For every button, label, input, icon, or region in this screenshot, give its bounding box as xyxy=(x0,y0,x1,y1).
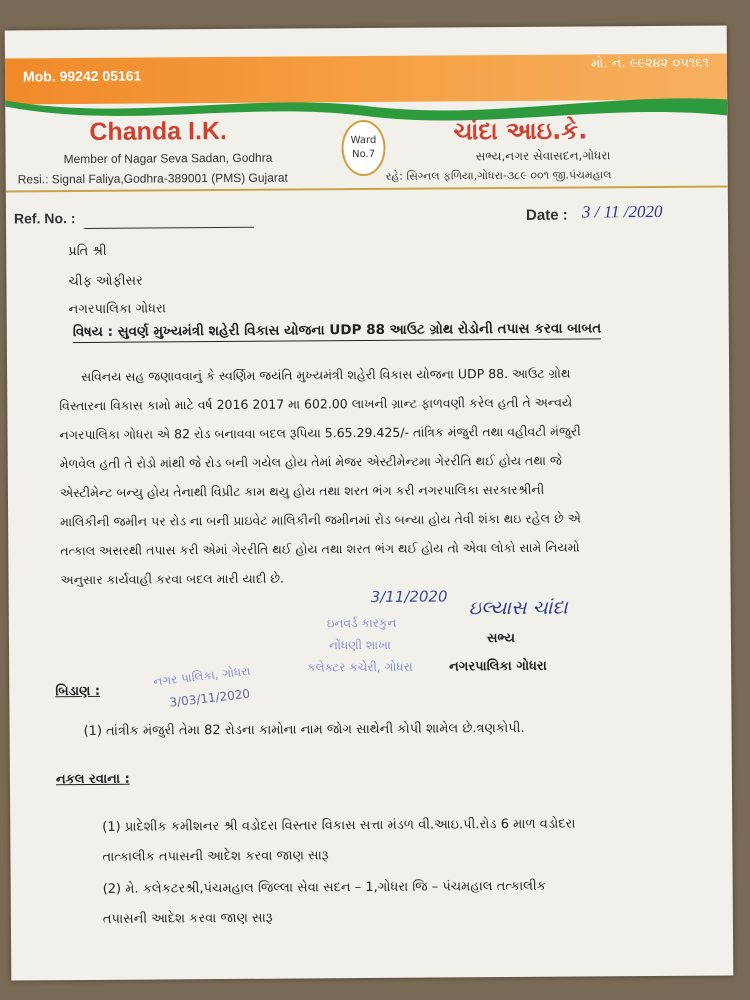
address-english: Resi.: Signal Faliya,Godhra-389001 (PMS) Gujarat xyxy=(17,170,288,187)
letter-body xyxy=(59,358,701,594)
body-line: અનુસાર કાર્યવાહી કરવા બદલ મારી યાદી છે. xyxy=(60,570,285,588)
stamp-inward-line-3: કલેક્ટર કચેરી, ગોધરા xyxy=(307,659,413,675)
copy-item-1-cont: તાત્કાલીક તપાસની આદેશ કરવા જાણ સારૂ xyxy=(102,848,329,865)
enclosure-item: (1) તાંત્રીક મંજુરી તેમા 82 રોડના કામોના નામ જોગ સાથેની કોપી શામેલ છે.ત્રણકોપી. xyxy=(83,720,525,739)
letter-paper xyxy=(5,25,734,980)
body-line: સવિનય સહ જણાવવાનું કે સ્વર્ણિમ જયંતિ મુખ્યમંત્રી શહેરી વિકાસ યોજના UDP 88. આઉટ ગ્રોથ xyxy=(81,365,571,385)
signature: ઇલ્યાસ ચાંદા xyxy=(468,596,568,620)
date-value: 3 / 11 /2020 xyxy=(581,201,663,222)
addressee-line-1: પ્રતિ શ્રી xyxy=(68,243,107,260)
designation-gujarati: સભ્ય,નગર સેવાસદન,ગોધરા xyxy=(475,148,611,164)
copy-item-1: (1) પ્રાદેશીક કમીશનર શ્રી વડોદરા વિસ્તાર વિકાસ સત્તા મંડળ વી.આઇ.પી.રોડ 6 માળ વડોદરા xyxy=(102,816,576,835)
copy-item-2-cont: તપાસની આદેશ કરવા જાણ સારૂ xyxy=(102,910,273,927)
addressee-line-3: નગરપાલિકા ગોધરા xyxy=(68,301,166,318)
letterhead-divider xyxy=(6,185,728,192)
date-label: Date : xyxy=(525,206,568,224)
ref-underline xyxy=(84,227,254,229)
designation-english: Member of Nagar Seva Sadan, Godhra xyxy=(63,150,273,167)
body-line: તત્કાલ અસરથી તપાસ કરી એમાં ગેરરીતિ થઈ હોય તથા શરત ભંગ થઈ હોય તો એવા લોકો સામે નિયમો xyxy=(60,539,580,559)
stamp-inward-date: 3/11/2020 xyxy=(370,587,448,606)
address-gujarati: રહે: સિગ્નલ ફળિયા,ગોધરા-૩૮૯ ૦૦૧ જી.પંચમહાલ xyxy=(385,168,612,183)
addressee-line-2: ચીફ ઓફીસર xyxy=(68,273,143,290)
mobile-number: Mob. 99242 05161 xyxy=(22,67,142,85)
name-english: Chanda I.K. xyxy=(89,116,228,146)
ward-badge xyxy=(341,120,385,176)
enclosure-label: બિડાણ : xyxy=(55,683,101,700)
ward-number: No.7 xyxy=(352,148,376,161)
copy-item-2: (2) મે. કલેકટરશ્રી,પંચમહાલ જિલ્લા સેવા સદન – 1,ગોધરા જિ – પંચમહાલ તત્કાલીક xyxy=(102,878,546,897)
body-line: એસ્ટીમેન્ટ બન્યુ હોય તેનાથી વિપ્રીટ કામ થયુ હોય તથા શરત ભંગ કરી નગરપાલિકા સરકારશ્રીની xyxy=(59,481,545,501)
mobile-number-gu: મો. નં. ૯૯૨૪૨ ૦૫૧૬૧ xyxy=(590,55,709,72)
name-gujarati: ચાંદા આઇ.કે. xyxy=(453,116,588,146)
stamp-inward-line-1: ઇનવર્ડ કારકુન xyxy=(326,615,397,631)
ref-label: Ref. No. : xyxy=(13,210,76,227)
copy-label: નકલ રવાના : xyxy=(55,771,130,788)
ward-label: Ward xyxy=(350,134,377,147)
sign-office: નગરપાલિકા ગોધરા xyxy=(449,658,547,675)
stamp-left-line-1: નગર પાલિકા, ગોધરા xyxy=(152,663,252,689)
sign-title: સભ્ય xyxy=(486,630,516,647)
subject-line: વિષય : સુવર્ણ મુખ્યમંત્રી શહેરી વિકાસ યોજના UDP 88 આઉટ ગ્રોથ રોડોની તપાસ કરવા બાબત xyxy=(73,320,601,343)
body-line: મેળવેલ હતી તે રોડો માંથી જે રોડ બની ગયેલ હોય તેમાં મેજર એસ્ટીમેન્ટમા ગેરરીતિ થઈ હોય તથા જે xyxy=(59,452,562,472)
body-line: માલિકીની જમીન પર રોડ ના બની પ્રાઇવેટ માલિકીની જમીનમાં રોડ બન્યા હોય તેવી શંકા થઇ રહેલ છે એ xyxy=(60,510,581,530)
stamp-inward-line-2: નોંધણી શાખા xyxy=(328,637,391,653)
stamp-left-line-2: 3/03/11/2020 xyxy=(168,686,251,710)
body-line: વિસ્તારના વિકાસ કામો માટે વર્ષ 2016 2017 મા 602.00 લાખની ગ્રાન્ટ ફાળવણી કરેલ હતી તે અન્વયે xyxy=(59,394,573,414)
body-line: નગરપાલિકા ગોધરા એ 82 રોડ બનાવવા બદલ રૂપિયા 5.65.29.425/- તાંત્રિક મંજુરી તથા વહીવટી મંજુરી xyxy=(59,423,581,443)
